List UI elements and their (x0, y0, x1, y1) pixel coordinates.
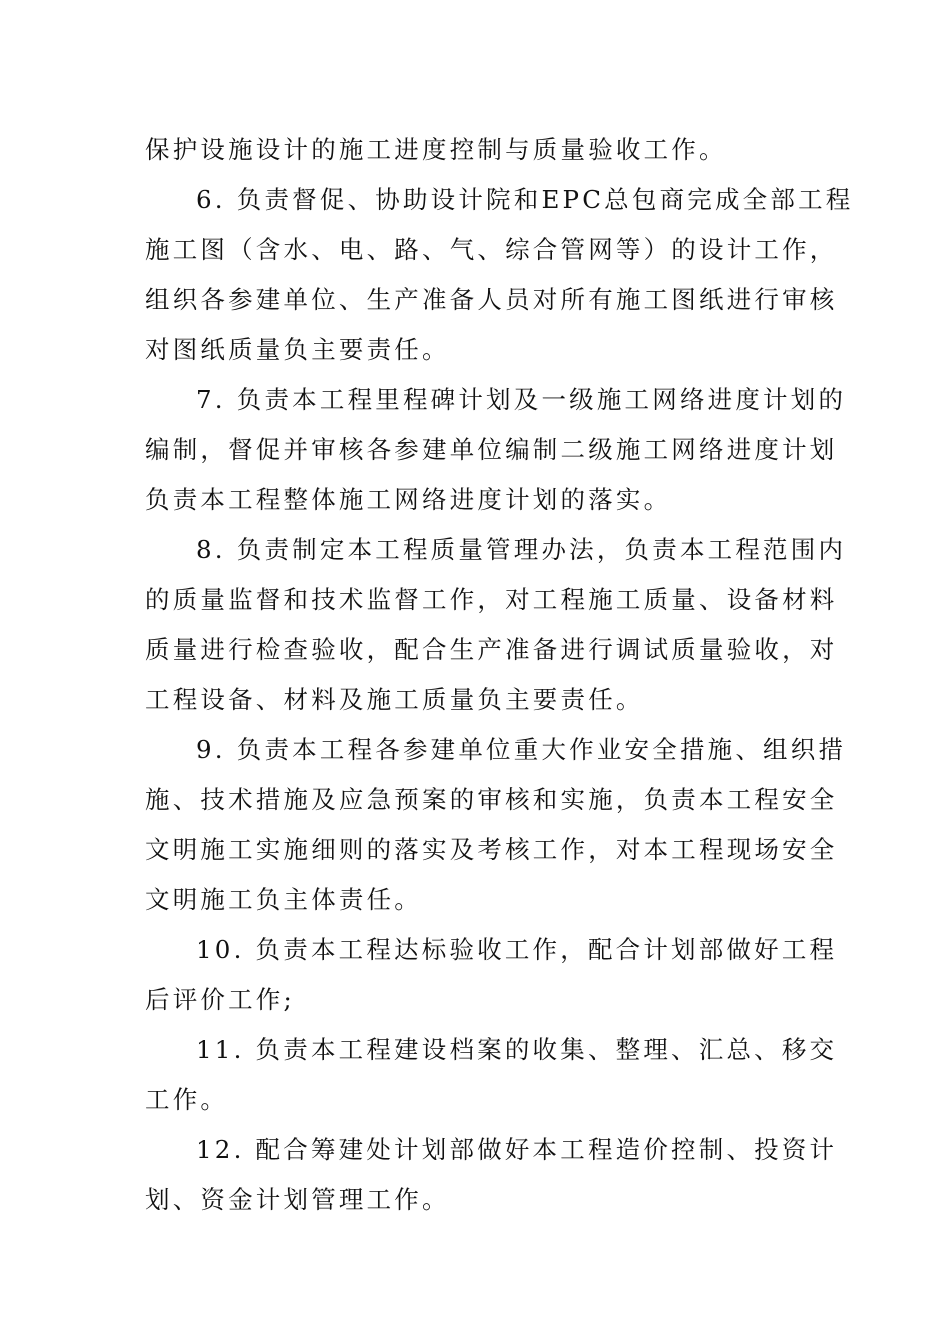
paragraph-line-item-10: 10. 负责本工程达标验收工作，配合计划部做好工程 (196, 935, 838, 964)
paragraph-line-item-12: 12. 配合筹建处计划部做好本工程造价控制、投资计 (196, 1135, 838, 1164)
paragraph-line: 质量进行检查验收，配合生产准备进行调试质量验收，对 (145, 635, 838, 664)
paragraph-line: 划、资金计划管理工作。 (145, 1185, 450, 1214)
paragraph-line: 施、技术措施及应急预案的审核和实施，负责本工程安全 (145, 785, 838, 814)
paragraph-line: 负责本工程整体施工网络进度计划的落实。 (145, 485, 672, 514)
paragraph-line: 工程设备、材料及施工质量负主要责任。 (145, 685, 644, 714)
paragraph-line: 文明施工负主体责任。 (145, 885, 422, 914)
paragraph-line: 文明施工实施细则的落实及考核工作，对本工程现场安全 (145, 835, 838, 864)
paragraph-line-item-9: 9. 负责本工程各参建单位重大作业安全措施、组织措 (196, 735, 847, 764)
paragraph-line-item-6: 6. 负责督促、协助设计院和EPC总包商完成全部工程 (196, 185, 854, 214)
paragraph-line-item-8: 8. 负责制定本工程质量管理办法，负责本工程范围内 (196, 535, 847, 564)
paragraph-line-item-11: 11. 负责本工程建设档案的收集、整理、汇总、移交 (196, 1035, 838, 1064)
paragraph-line: 对图纸质量负主要责任。 (145, 335, 450, 364)
paragraph-line: 施工图（含水、电、路、气、综合管网等）的设计工作， (145, 235, 838, 264)
paragraph-line: 后评价工作; (145, 985, 295, 1014)
paragraph-line: 保护设施设计的施工进度控制与质量验收工作。 (145, 135, 727, 164)
paragraph-line: 组织各参建单位、生产准备人员对所有施工图纸进行审核 (145, 285, 838, 314)
paragraph-line: 的质量监督和技术监督工作，对工程施工质量、设备材料 (145, 585, 838, 614)
paragraph-line: 工作。 (145, 1085, 229, 1114)
paragraph-line-item-7: 7. 负责本工程里程碑计划及一级施工网络进度计划的 (196, 385, 847, 414)
paragraph-line: 编制，督促并审核各参建单位编制二级施工网络进度计划 (145, 435, 838, 464)
